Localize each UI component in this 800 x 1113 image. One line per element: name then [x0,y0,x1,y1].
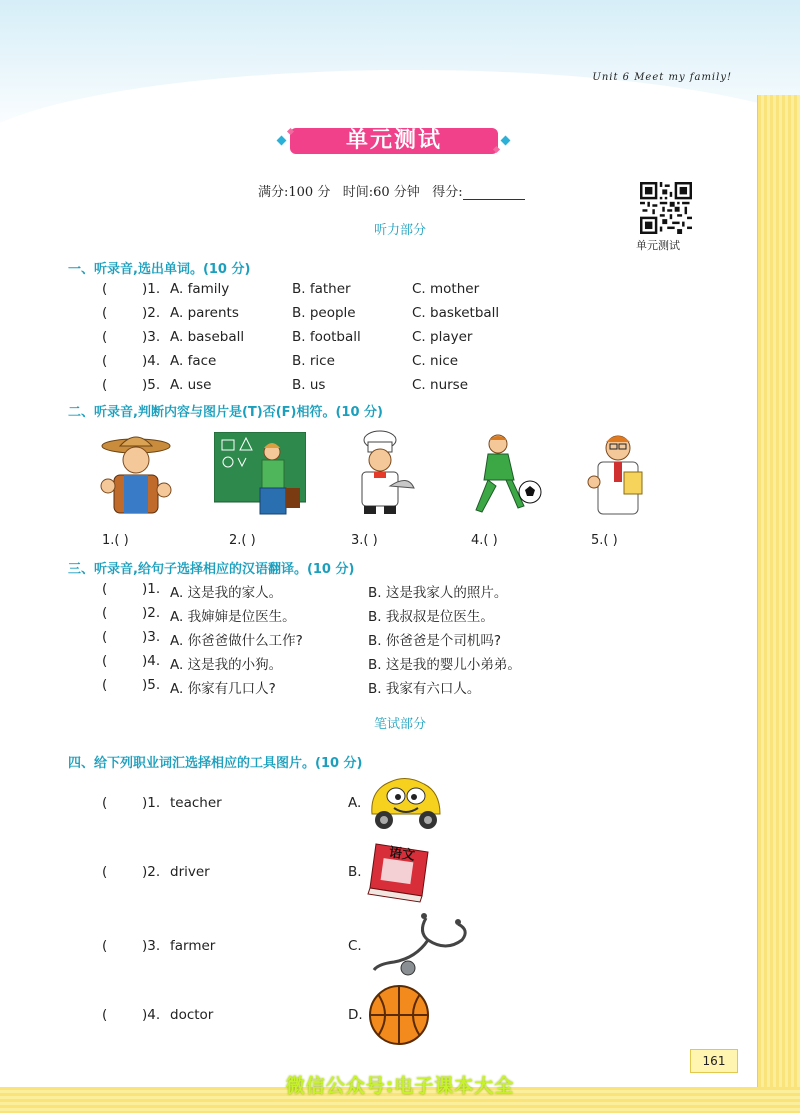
page-title: 单元测试 [345,128,442,153]
footer-watermark: 微信公众号:电子课本大全 [285,1075,515,1097]
unit-header: Unit 6 Meet my family! [592,72,732,83]
q2-answer-2[interactable]: 2.( ) [229,533,256,548]
page-edge-right [757,95,800,1113]
score-blank[interactable] [463,187,525,200]
football-player-picture [458,432,544,520]
writing-section-title: 笔试部分 [373,717,426,732]
q1-heading: 一、听录音,选出单词。(10 分) [68,262,251,277]
book-picture [366,838,434,904]
page-number: 161 [690,1049,738,1073]
score-label: 得分: [432,185,463,200]
title-banner [290,125,498,157]
q3-heading: 三、听录音,给句子选择相应的汉语翻译。(10 分) [68,562,355,577]
q2-heading: 二、听录音,判断内容与图片是(T)否(F)相符。(10 分) [68,405,383,420]
chef-picture [350,430,416,516]
q4-heading: 四、给下列职业词汇选择相应的工具图片。(10 分) [68,756,363,771]
teacher-picture [214,432,306,516]
score-meta [258,181,525,200]
full-score: 满分:100 分 [258,185,331,200]
basketball-picture [368,984,430,1046]
stethoscope-picture [366,910,470,978]
car-picture [366,770,446,834]
listening-section-title: 听力部分 [373,223,426,238]
farmer-picture [96,430,176,520]
doctor-picture [584,430,656,520]
q2-answer-3[interactable]: 3.( ) [351,533,378,548]
q2-answer-5[interactable]: 5.( ) [591,533,618,548]
book-title: 语文 [388,845,416,864]
q2-answer-4[interactable]: 4.( ) [471,533,498,548]
q2-answer-1[interactable]: 1.( ) [102,533,129,548]
time-limit: 时间:60 分钟 [342,185,420,200]
qr-label: 单元测试 [636,239,680,252]
